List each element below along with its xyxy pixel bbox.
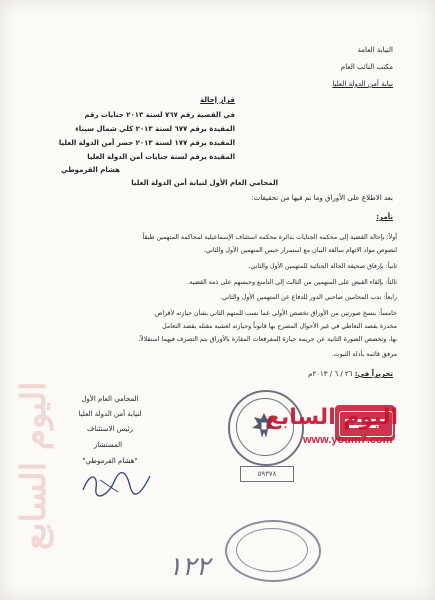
office-name: مكتب النائب العام bbox=[340, 63, 393, 71]
clause-4: رابعاً: ندب المحامين صاحبي الدور للدفاع عن المتهمين الأول والثاني. bbox=[220, 294, 397, 301]
clause-2: ثانياً: بإرفاق صحيفة الحالة الجنائية للمتهمين الأول والثاني. bbox=[248, 263, 397, 270]
date-label: تحريراً في: bbox=[354, 370, 393, 378]
youm7-url: www.youm7.com bbox=[303, 434, 393, 446]
vertical-watermark: اليوم السابع bbox=[14, 381, 54, 550]
evidence-note: مرفق قائمة بأدلة الثبوت. bbox=[331, 351, 397, 358]
sig-label: المستشار bbox=[93, 441, 123, 449]
date-line bbox=[308, 370, 393, 379]
sig-name: "هشام القرموطي" bbox=[82, 457, 138, 465]
youm7-brand-text: اليوم السابع bbox=[266, 405, 399, 430]
case-ref-3: المقيدة برقم ١٧٧ لسنة ٢٠١٣ حصر أمن الدولة العليا bbox=[58, 139, 235, 147]
stamp-number-box: ٥٩٣٧٨ bbox=[240, 466, 294, 482]
case-ref-1: في القضية رقم ٧٦٧ لسنة ٢٠١٣ جنايات رقم bbox=[84, 111, 235, 119]
clause-5-line-3: بها، وتخصص الصورة الثانية عن جريمة حيازة المفرقعات المقارة بالأوراق بتم التصرف فيهما استقلالاً. bbox=[138, 336, 397, 343]
date-value: ٢٦ / ٦ / ٢٠١٣م bbox=[308, 370, 353, 378]
clause-1-line-2: لنصوص مواد الاتهام سالفة البيان مع استمرار حبس المتهمين الأول والثاني. bbox=[203, 247, 397, 254]
clause-5-line-2: مخدرة بقصد التعاطي في غير الأحوال المصرح بها قانوناً وحيازته لعشبة مقتله بقصد التعامل bbox=[162, 323, 397, 330]
document-title: قرار إحالة bbox=[200, 96, 235, 104]
signatory-title: المحامي العام الأول لنيابة أمن الدولة العليا bbox=[131, 179, 278, 187]
decision-heading: نأمر: bbox=[376, 213, 393, 221]
clause-3: ثالثاً: بإلقاء القبض على المتهمين من الثالث إلى التاسع وحبسهم على ذمة القضية. bbox=[187, 279, 397, 286]
department-name: نيابة أمن الدولة العليا bbox=[332, 80, 393, 88]
intro-text: بعد الاطلاع على الأوراق وما تم فيها من تحقيقات: bbox=[251, 194, 393, 202]
sig-title-2: لنيابة أمن الدولة العليا bbox=[78, 410, 142, 418]
handwritten-signature bbox=[78, 462, 158, 502]
lower-seal-inner-ring bbox=[236, 528, 308, 572]
handwritten-page-number: ١٢٢ bbox=[168, 552, 210, 582]
case-ref-4: المقيدة برقم لسنة جنايات أمن الدولة العليا bbox=[87, 153, 235, 161]
clause-5-line-1: خامساً: بنسخ صورتين من الأوراق تخصص الأولى عما نسب للمتهم الثاني بشأن حيازته لأقراص bbox=[154, 310, 397, 317]
org-name: النيابة العامة bbox=[357, 46, 393, 54]
signatory-name: هشام القرموطي bbox=[61, 166, 120, 174]
clause-1-line-1: أولاً: بإحالة القضية إلى محكمة الجنايات بدائرة محكمة استئناف الإسماعيلية لمحاكمة المتهمين طبقاً bbox=[142, 234, 397, 241]
case-ref-2: المقيدة برقم ٦٧٧ لسنة ٢٠١٣ كلي شمال سيناء bbox=[75, 125, 235, 133]
sig-title-1: المحامي العام الأول bbox=[81, 395, 139, 403]
sig-rank: رئيس الاستئناف bbox=[86, 425, 134, 433]
